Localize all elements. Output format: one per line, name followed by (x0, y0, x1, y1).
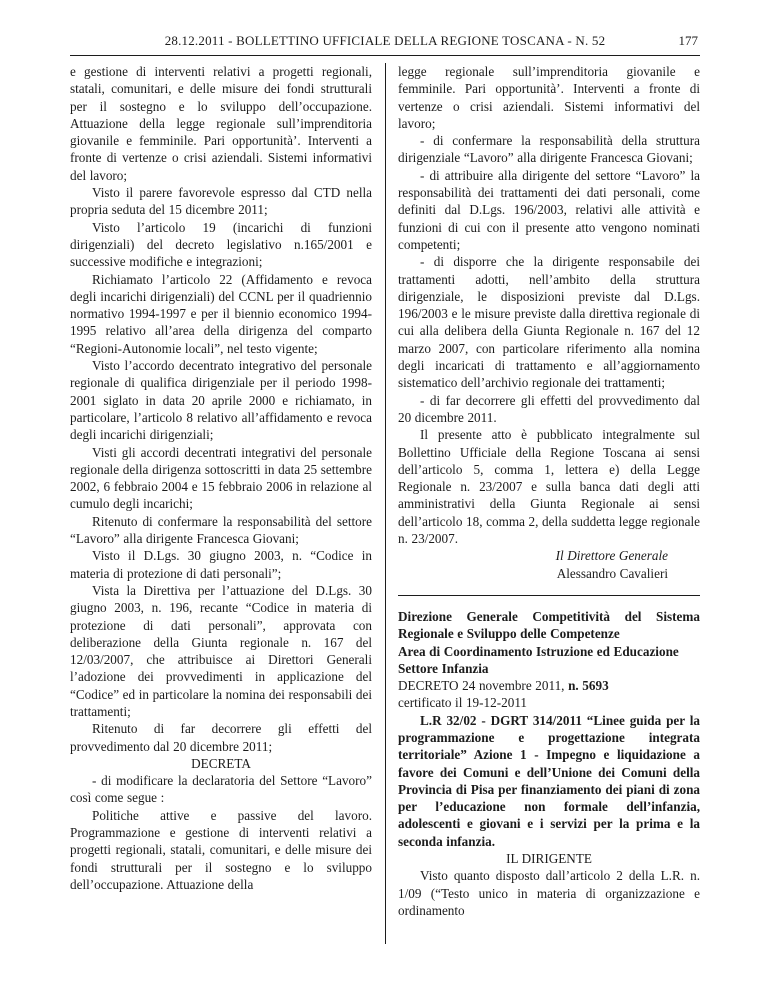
section-divider (398, 595, 700, 596)
paragraph-continuation: e gestione di interventi relativi a progetti regionali, statali, comunitari, e delle misure dei fondi strutturali per il sostegno e lo sviluppo dell’occupazione. Attuazione della legge regionale sull’imprenditoria giovanile e femminile. Pari opportunità’. Interventi a fronte di vertenze o crisi aziendali. Sistemi informativi del lavoro; (70, 64, 372, 183)
right-column (398, 63, 700, 944)
page-number: 177 (678, 33, 698, 48)
section-heading: Settore Infanzia (398, 660, 489, 676)
column-divider (385, 63, 386, 944)
paragraph: Ritenuto di far decorrere gli effetti del provvedimento dal 20 dicembre 2011; (70, 721, 372, 754)
bulletin-title: 28.12.2011 - BOLLETTINO UFFICIALE DELLA REGIONE TOSCANA - N. 52 (164, 33, 606, 48)
paragraph: Richiamato l’articolo 22 (Affidamento e revoca degli incarichi dirigenziali) del CCNL per il quadriennio normativo 1994-1997 e per il biennio economico 1994-1995 relativo all’area della dirigenza del comparto “Regioni-Autonomie locali”, nel testo vigente; (70, 271, 372, 356)
decree-subject: L.R 32/02 - DGRT 314/2011 “Linee guida per la programmazione e progettazione integrata territoriale” Azione 1 - Impegno e liquidazione a favore dei Comuni e dell’Unione dei Comuni della Provincia di Pisa per finanziamento dei piani di zona per l’educazione non formale dell’infanzia, adolescenti e giovani e i servizi per la prima e la seconda infanzia. (398, 712, 700, 849)
paragraph: - di far decorrere gli effetti del provvedimento dal 20 dicembre 2011. (398, 392, 700, 425)
signature-name: Alessandro Cavalieri (556, 565, 668, 581)
paragraph: Vista la Direttiva per l’attuazione del D.Lgs. 30 giugno 2003, n. 196, recante “Codice in materia di protezione di dati personali”, approvata con deliberazione della Giunta regionale n. 167 del 12/03/2007, che attribuisce ai Direttori Generali l’adozione dei provvedimenti in applicazione del “Codice” ed in particolare la nomina dei responsabili dei trattamenti; (70, 582, 372, 719)
paragraph: Visto il D.Lgs. 30 giugno 2003, n. “Codice in materia di protezione di dati personali”; (70, 548, 372, 581)
paragraph: Visto l’articolo 19 (incarichi di funzioni dirigenziali) del decreto legislativo n.165/2001 e successive modifiche e integrazioni; (70, 219, 372, 270)
dirigente-heading: IL DIRIGENTE (506, 851, 592, 867)
paragraph: Visti gli accordi decentrati integrativi del personale regionale della dirigenza sottoscritti in data 25 settembre 2002, 6 febbraio 2004 e 15 febbraio 2006 in relazione al cumulo degli incarichi; (70, 444, 372, 512)
paragraph: - di attribuire alla dirigente del settore “Lavoro” la responsabilità dei trattamenti dei dati personali, come definiti dal D.Lgs. 196/2003, relativi alle attività e funzioni di cui con il presente atto vengono nominati competenti; (398, 167, 700, 252)
paragraph: Il presente atto è pubblicato integralmente sul Bollettino Ufficiale della Regione Toscana ai sensi dell’articolo 5, comma 1, lettera e) della Legge Regionale n. 23/2007 e sulla banca dati degli atti amministrativi della Giunta Regionale ai sensi dell’articolo 18, comma 2, della suddetta legge regionale n. 23/2007. (398, 427, 700, 547)
paragraph: Visto l’accordo decentrato integrativo del personale regionale di qualifica dirigenziale per il periodo 1998-2001 siglato in data 20 aprile 2000 e richiamato, in particolare, l’articolo 8 relativo all’affidamento e revoca degli incarichi dirigenziali; (70, 358, 372, 443)
decree-number-line: DECRETO 24 novembre 2011, n. 5693 (398, 678, 609, 694)
paragraph: Politiche attive e passive del lavoro. Programmazione e gestione di interventi relativi a progetti regionali, statali, comunitari, e delle misure dei fondi strutturali per il sostegno e lo sviluppo dell’occupazione. Attuazione della (70, 807, 372, 892)
paragraph: - di confermare la responsabilità della struttura dirigenziale “Lavoro” alla dirigente Francesca Giovani; (398, 133, 700, 166)
decree-number: n. 5693 (568, 678, 609, 694)
header-rule (70, 55, 700, 56)
section-heading: Area di Coordinamento Istruzione ed Educazione (398, 643, 679, 659)
section-heading: Direzione Generale Competitività del Sistema Regionale e Sviluppo delle Competenze (398, 608, 700, 642)
paragraph: - di disporre che la dirigente responsabile dei trattamenti adotti, nell’ambito della struttura dirigenziale, le disposizioni previste dal D.Lgs. 196/2003 e le misure previste dalla direttiva regionale di cui alla delibera della Giunta Regionale n. 167 del 12 marzo 2007, con particolare riferimento alla nomina degli incaricati di trattamento e all’aggiornamento sistematico dell’archivio regionale dei trattamenti; (398, 254, 700, 391)
text-columns (70, 63, 700, 944)
paragraph: - di modificare la declaratoria del Settore “Lavoro” così come segue : (70, 773, 372, 806)
paragraph-continuation: legge regionale sull’imprenditoria giovanile e femminile. Pari opportunità’. Interventi a fronte di vertenze o crisi aziendali. Sistemi informativi del lavoro; (398, 64, 700, 131)
decreta-heading: DECRETA (191, 755, 251, 771)
certification-line: certificato il 19-12-2011 (398, 695, 528, 711)
page-header (70, 33, 700, 53)
left-column (70, 63, 372, 944)
paragraph: Ritenuto di confermare la responsabilità del settore “Lavoro” alla dirigente Francesca Giovani; (70, 513, 372, 547)
signature-role: Il Direttore Generale (555, 548, 668, 564)
paragraph: Visto il parere favorevole espresso dal CTD nella propria seduta del 15 dicembre 2011; (70, 185, 372, 218)
paragraph: Visto quanto disposto dall’articolo 2 della L.R. n. 1/09 (“Testo unico in materia di organizzazione e ordinamento (398, 868, 700, 918)
